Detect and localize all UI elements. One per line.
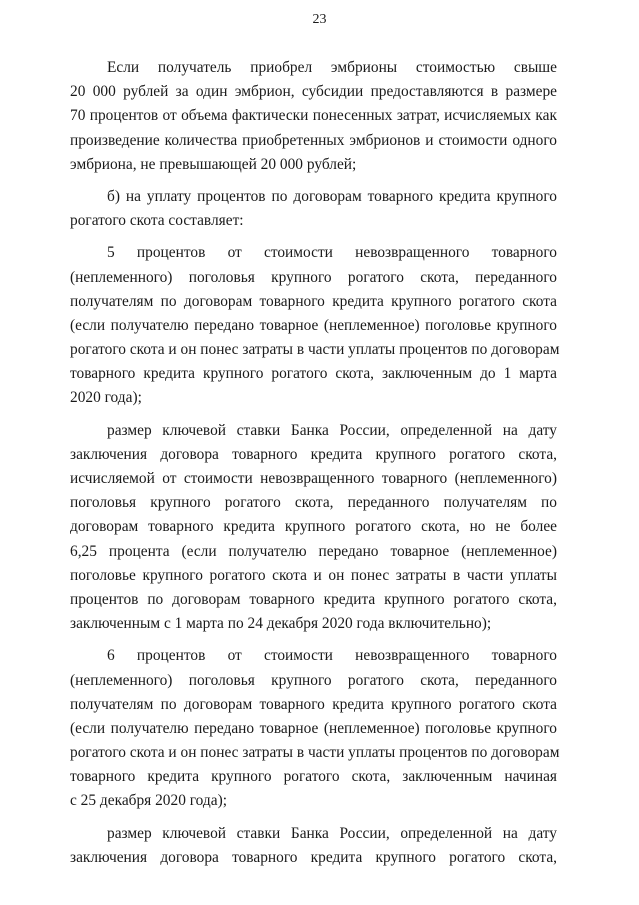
- text-line: договорам товарного кредита крупного рогатого скота, но не более: [70, 518, 557, 536]
- text-line: заключения договора товарного кредита крупного рогатого скота,: [70, 848, 557, 866]
- text-line: рогатого скота и он понес затраты в части уплаты процентов по договорам: [70, 341, 560, 359]
- text-line: товарного кредита крупного рогатого скота, заключенным до 1 марта: [70, 365, 557, 383]
- text-line: исчисляемой от стоимости невозвращенного товарного (неплеменного): [70, 470, 557, 487]
- page-number: 23: [312, 12, 327, 27]
- text-line: заключения договора товарного кредита крупного рогатого скота,: [70, 445, 557, 463]
- paragraph: [70, 822, 557, 870]
- text-line: поголовья крупного рогатого скота, переданного получателям по: [70, 494, 557, 512]
- text-line: 20 000 рублей за один эмбрион, субсидии предоставляются в размере: [70, 83, 557, 101]
- text-line: б) на уплату процентов по договорам товарного кредита крупного: [107, 187, 557, 205]
- text-line: размер ключевой ставки Банка России, определенной на дату: [107, 421, 557, 439]
- text-line: процентов по договорам товарного кредита крупного рогатого скота,: [70, 590, 557, 608]
- text-line: поголовье крупного рогатого скота и он понес затраты в части уплаты: [70, 566, 557, 584]
- text-line: рогатого скота и он понес затраты в части уплаты процентов по договорам: [70, 744, 560, 762]
- text-line: (если получателю передано товарное (неплеменное) поголовье крупного: [70, 719, 557, 737]
- text-line: получателям по договорам товарного кредита крупного рогатого скота: [70, 292, 557, 310]
- text-line: 6 процентов от стоимости невозвращенного товарного: [107, 647, 557, 665]
- text-line: эмбриона, не превышающей 20 000 рублей;: [70, 155, 357, 173]
- paragraph: [70, 644, 560, 813]
- paragraph: [70, 419, 557, 637]
- paragraph: [70, 185, 557, 233]
- text-line: 6,25 процента (если получателю передано товарное (неплеменное): [70, 542, 557, 560]
- text-line: (если получателю передано товарное (неплеменное) поголовье крупного: [70, 316, 557, 334]
- paragraph: [70, 56, 557, 177]
- text-line: произведение количества приобретенных эмбрионов и стоимости одного: [70, 131, 557, 149]
- text-line: 70 процентов от объема фактически понесенных затрат, исчисляемых как: [70, 107, 557, 125]
- text-line: заключенным с 1 марта по 24 декабря 2020 года включительно);: [70, 615, 492, 633]
- text-line: размер ключевой ставки Банка России, определенной на дату: [107, 824, 557, 842]
- document-body: [70, 56, 560, 878]
- text-line: Если получатель приобрел эмбрионы стоимостью свыше: [107, 59, 557, 76]
- text-line: 2020 года);: [70, 389, 142, 407]
- paragraph: [70, 241, 560, 410]
- text-line: с 25 декабря 2020 года);: [70, 792, 227, 810]
- text-line: товарного кредита крупного рогатого скота, заключенным начиная: [70, 768, 557, 786]
- text-line: (неплеменного) поголовья крупного рогатого скота, переданного: [70, 268, 557, 286]
- text-line: получателям по договорам товарного кредита крупного рогатого скота: [70, 695, 557, 713]
- text-line: (неплеменного) поголовья крупного рогатого скота, переданного: [70, 671, 557, 689]
- text-line: рогатого скота составляет:: [70, 212, 244, 230]
- text-line: 5 процентов от стоимости невозвращенного товарного: [107, 244, 557, 262]
